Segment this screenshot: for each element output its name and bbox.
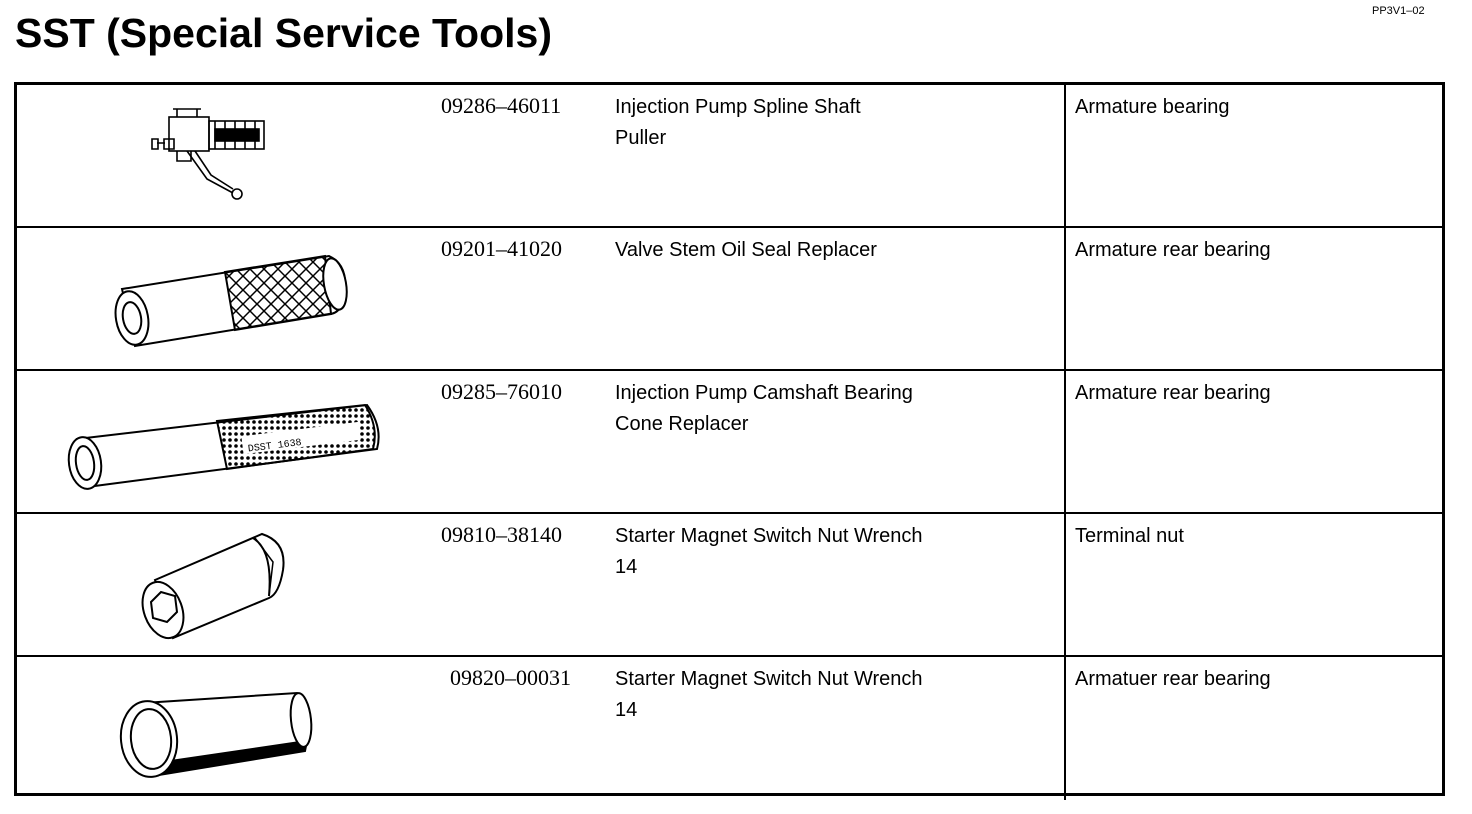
usage-text: Armature rear bearing bbox=[1075, 382, 1271, 404]
usage-text: Terminal nut bbox=[1075, 525, 1184, 547]
oil-seal-replacer-icon bbox=[47, 234, 417, 364]
part-number: 09820–00031 bbox=[450, 665, 571, 690]
tool-name bbox=[615, 664, 1055, 726]
usage-text: Armatuer rear bearing bbox=[1075, 668, 1271, 690]
tool-name bbox=[615, 92, 1055, 154]
usage-text: Armature bearing bbox=[1075, 96, 1230, 118]
part-number: 09810–38140 bbox=[441, 522, 562, 547]
tool-name-line: Puller bbox=[615, 127, 667, 149]
tool-name-line: Cone Replacer bbox=[615, 413, 749, 435]
spline-shaft-puller-icon bbox=[47, 91, 417, 221]
tool-name-line: 14 bbox=[615, 556, 638, 578]
socket-sleeve-icon bbox=[47, 663, 417, 793]
table-row bbox=[17, 371, 1442, 514]
tool-stamp-text: DSST 1638 bbox=[247, 437, 303, 456]
part-number: 09285–76010 bbox=[441, 379, 562, 404]
usage-text: Armature rear bearing bbox=[1075, 239, 1271, 261]
page-code: PP3V1–02 bbox=[1372, 5, 1425, 17]
part-number: 09286–46011 bbox=[441, 93, 562, 118]
table-row bbox=[17, 228, 1442, 371]
tool-name-line: Injection Pump Camshaft Bearing bbox=[615, 382, 913, 404]
table-row bbox=[17, 514, 1442, 657]
tool-name-line: Starter Magnet Switch Nut Wrench bbox=[615, 668, 923, 690]
column-divider bbox=[1064, 85, 1066, 226]
tool-name bbox=[615, 235, 1055, 266]
hex-socket-wrench-icon bbox=[47, 520, 417, 650]
tool-name-line: Starter Magnet Switch Nut Wrench bbox=[615, 525, 923, 547]
column-divider bbox=[1064, 514, 1066, 655]
table-row bbox=[17, 85, 1442, 228]
sst-table bbox=[14, 82, 1445, 796]
column-divider bbox=[1064, 371, 1066, 512]
bearing-cone-replacer-icon bbox=[47, 377, 417, 507]
tool-name bbox=[615, 521, 1055, 583]
tool-name-line: Valve Stem Oil Seal Replacer bbox=[615, 239, 877, 261]
page-title: SST (Special Service Tools) bbox=[15, 10, 552, 56]
table-row bbox=[17, 657, 1442, 800]
column-divider bbox=[1064, 228, 1066, 369]
column-divider bbox=[1064, 657, 1066, 800]
tool-name-line: 14 bbox=[615, 699, 638, 721]
tool-name bbox=[615, 378, 1055, 440]
tool-name-line: Injection Pump Spline Shaft bbox=[615, 96, 861, 118]
part-number: 09201–41020 bbox=[441, 236, 562, 261]
